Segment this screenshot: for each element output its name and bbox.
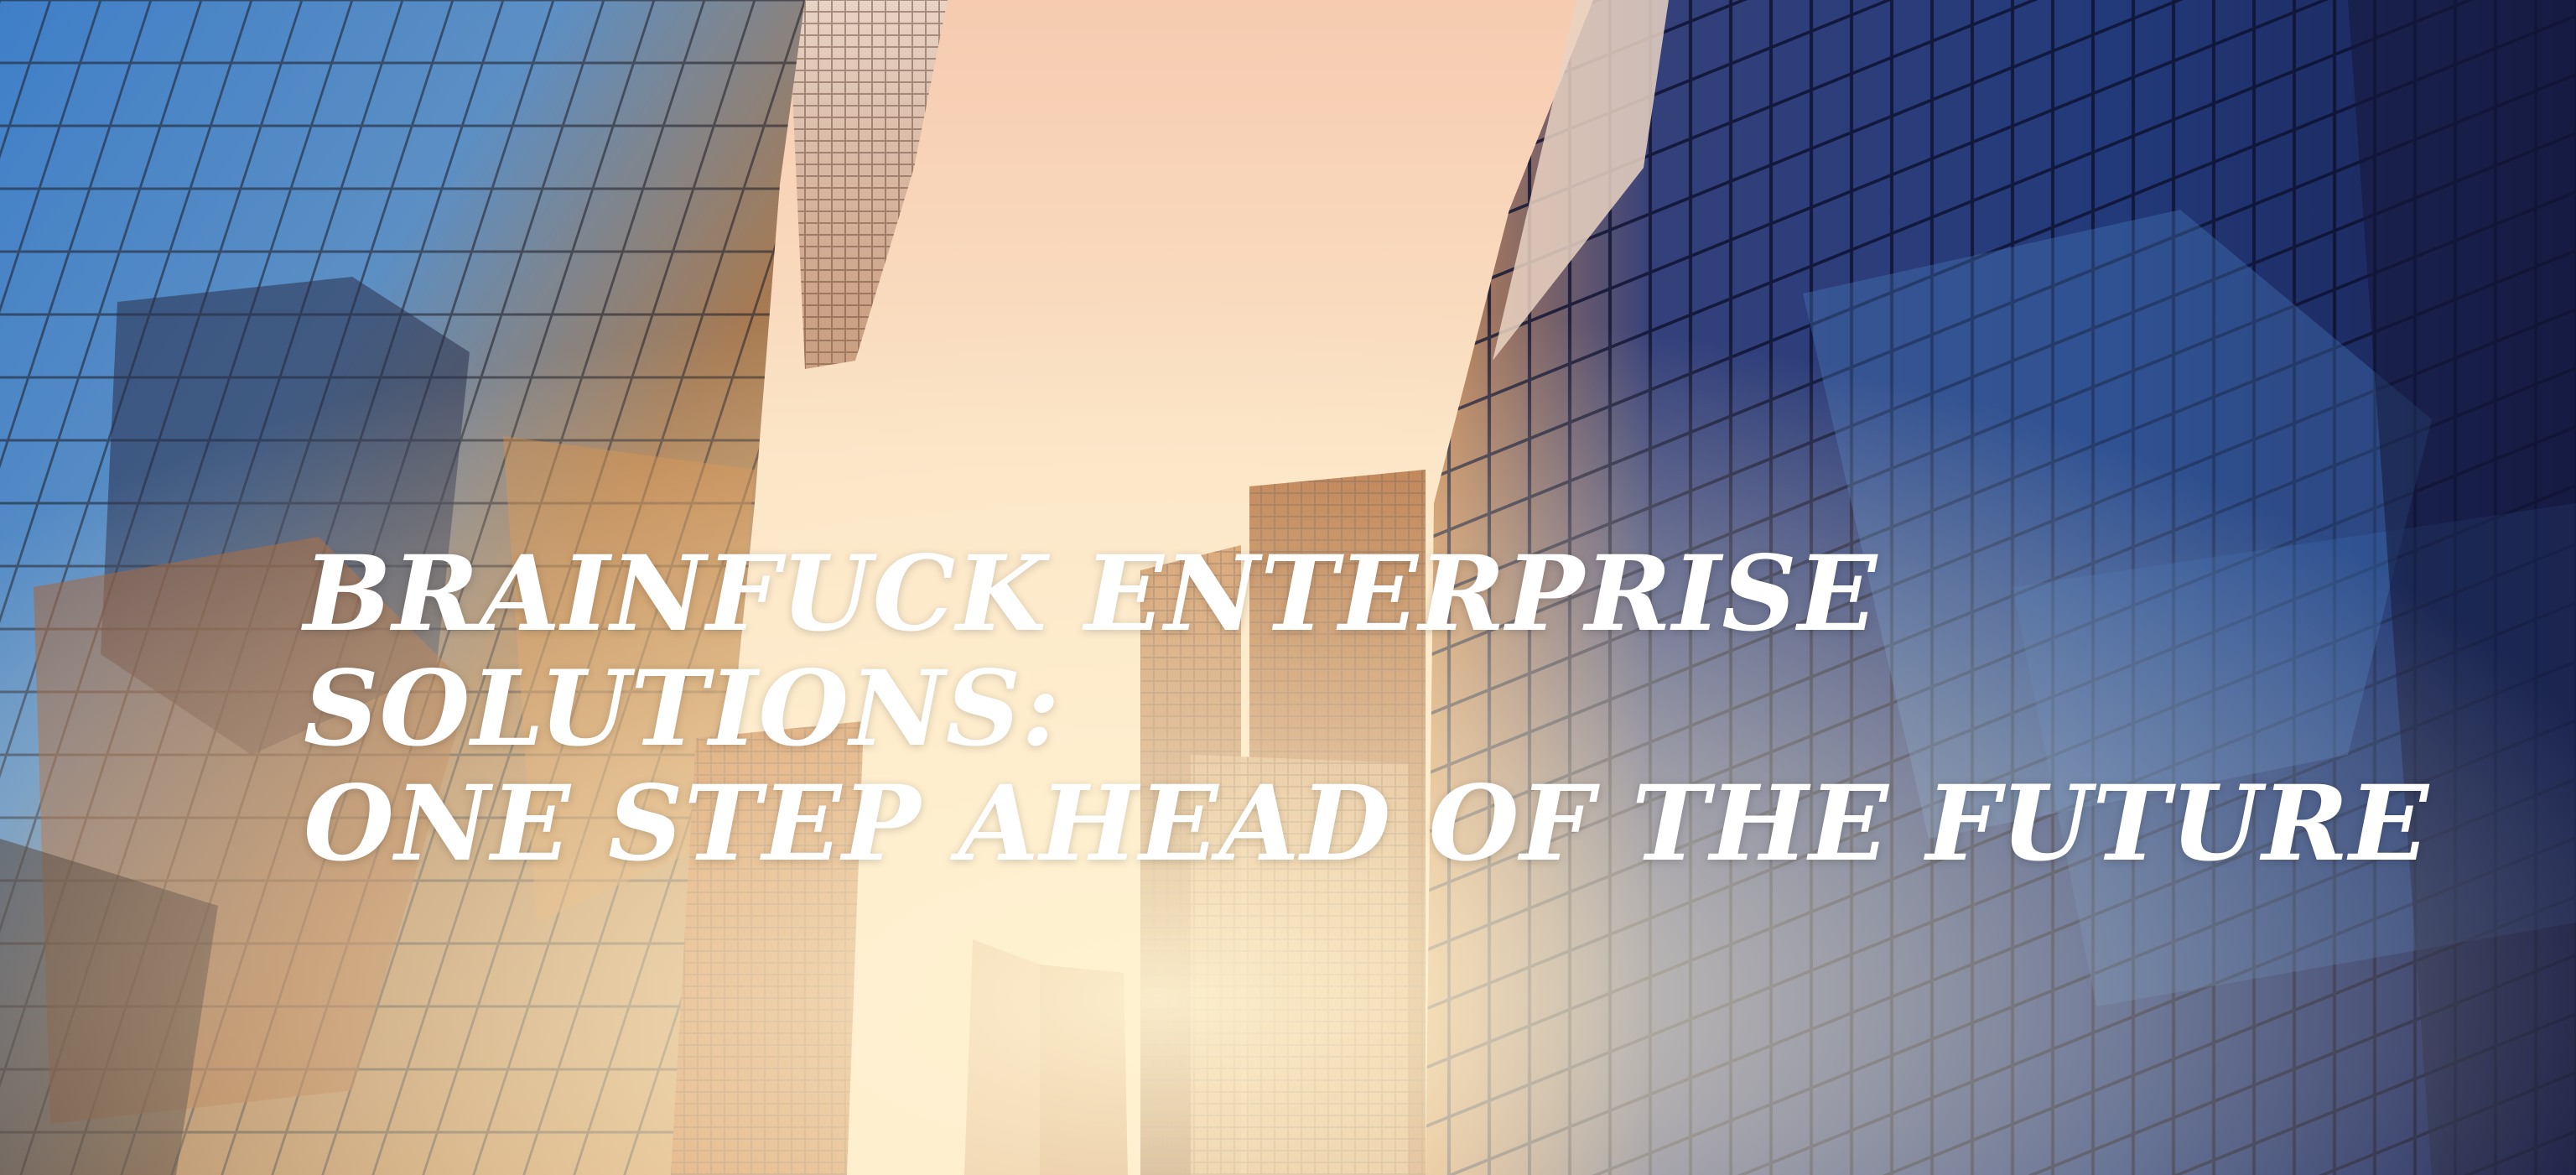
hero-headline-line-3: ONE STEP AHEAD OF THE FUTURE [304, 763, 2430, 885]
hero-headline-line-2: SOLUTIONS: [304, 648, 1062, 770]
hero-headline [304, 533, 2430, 885]
hero-headline-line-1: BRAINFUCK ENTERPRISE [304, 533, 1878, 655]
